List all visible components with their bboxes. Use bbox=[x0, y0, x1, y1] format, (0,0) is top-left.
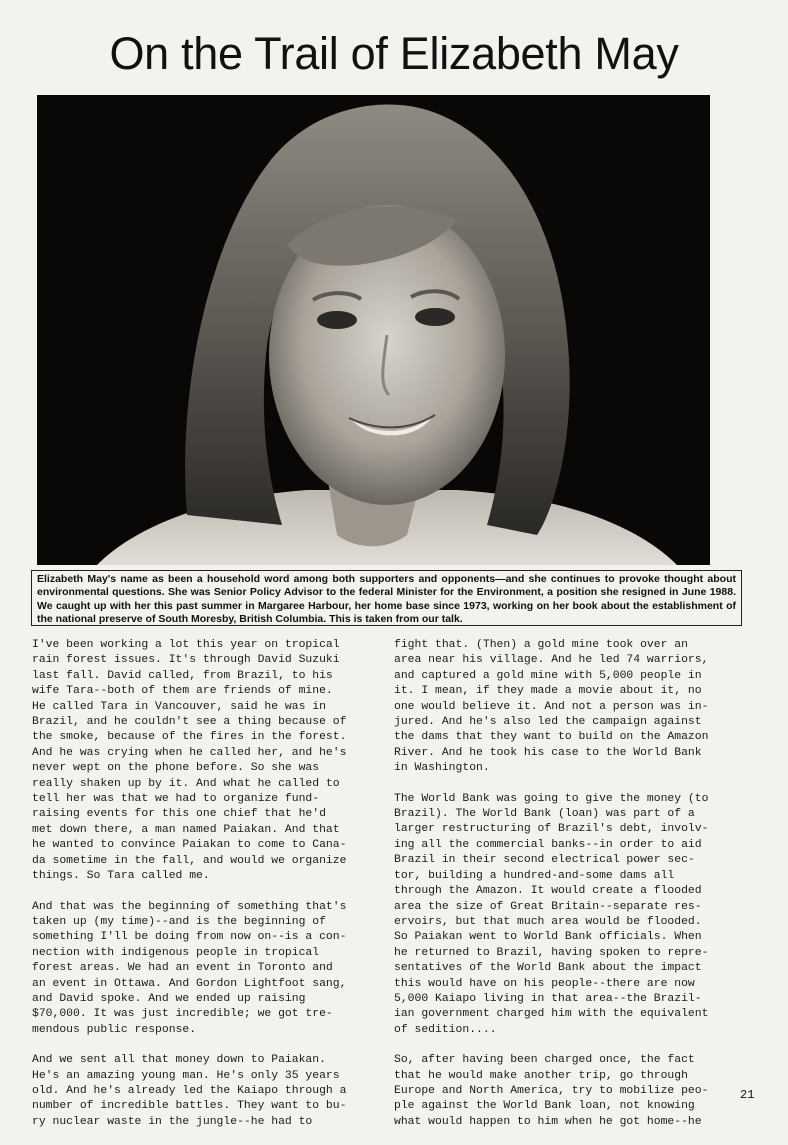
article-column-right bbox=[394, 638, 724, 1145]
paragraph: So, after having been charged once, the fact that he would make another trip, go through Europe and North America, try to mobilize peo- ple against the World Bank loan, not knowing what would happen to him when he got home--he bbox=[394, 1054, 709, 1128]
paragraph: And that was the beginning of something that's taken up (my time)--and is the beginning of something I'll be doing from now on--is a con- nection with indigenous people in tropical forest areas. We had an event in Toronto and an event in Ottawa. And Gordon Lightfoot sang, and David spoke. And we ended up raising $70,000. It was just incredible; we got tre- mendous public response. bbox=[32, 900, 347, 1036]
article-title: On the Trail of Elizabeth May bbox=[109, 28, 679, 79]
portrait-photo bbox=[37, 95, 710, 565]
portrait-illustration bbox=[37, 95, 710, 565]
paragraph: I've been working a lot this year on tropical rain forest issues. It's through David Suzuki last fall. David called, from Brazil, to his wife Tara--both of them are friends of mine. He called Tara in Vancouver, said he was in Brazil, and he couldn't see a thing because of the smoke, because of the fires in the forest. And he was crying when he called her, and he's never wept on the phone before. So she was really shaken up by it. And what he called to tell her was that we had to organize fund- raising events for this one chief that he'd met down there, a man named Paiakan. And that he wanted to convince Paiakan to come to Cana- da sometime in the fall, and would we organize things. So Tara called me. bbox=[32, 639, 347, 883]
page-number: 21 bbox=[740, 1088, 755, 1102]
paragraph: fight that. (Then) a gold mine took over an area near his village. And he led 74 warriors, and captured a gold mine with 5,000 people in it. I mean, if they made a movie about it, no one would believe it. And not a person was in- jured. And he's also led the campaign against the dams that they want to build on the Amazon River. And he took his case to the World Bank in Washington. bbox=[394, 639, 709, 775]
paragraph: The World Bank was going to give the money (to Brazil). The World Bank (loan) was part of a larger restructuring of Brazil's debt, involv- ing all the commercial banks--in order to aid Brazil in their second electrical power sec- tor, building a hundred-and-some dams all through the Amazon. It would create a flooded area the size of Great Britain--separate res- ervoirs, but that much area would be flooded. So Paiakan went to World Bank officials. When he returned to Brazil, having spoken to repre- sentatives of the World Bank about the impact this would have on his people--there are now 5,000 Kaiapo living in that area--the Brazil- ian government charged him with the equivalent of sedition.... bbox=[394, 792, 709, 1036]
article-column-left bbox=[32, 638, 362, 1145]
photo-caption: Elizabeth May's name as been a household word among both supporters and opponents—and she continues to provoke thought about environmental questions. She was Senior Policy Advisor to the federal Minister for the Environment, a position she resigned in June 1988. We caught up with her this past summer in Margaree Harbour, her home base since 1973, working on her book about the establishment of the national preserve of South Moresby, British Columbia. This is taken from our talk. bbox=[31, 570, 742, 626]
paragraph: And we sent all that money down to Paiakan. He's an amazing young man. He's only 35 years old. And he's already led the Kaiapo through a number of incredible battles. They want to bu- ry nuclear waste in the jungle--he had to bbox=[32, 1054, 347, 1128]
